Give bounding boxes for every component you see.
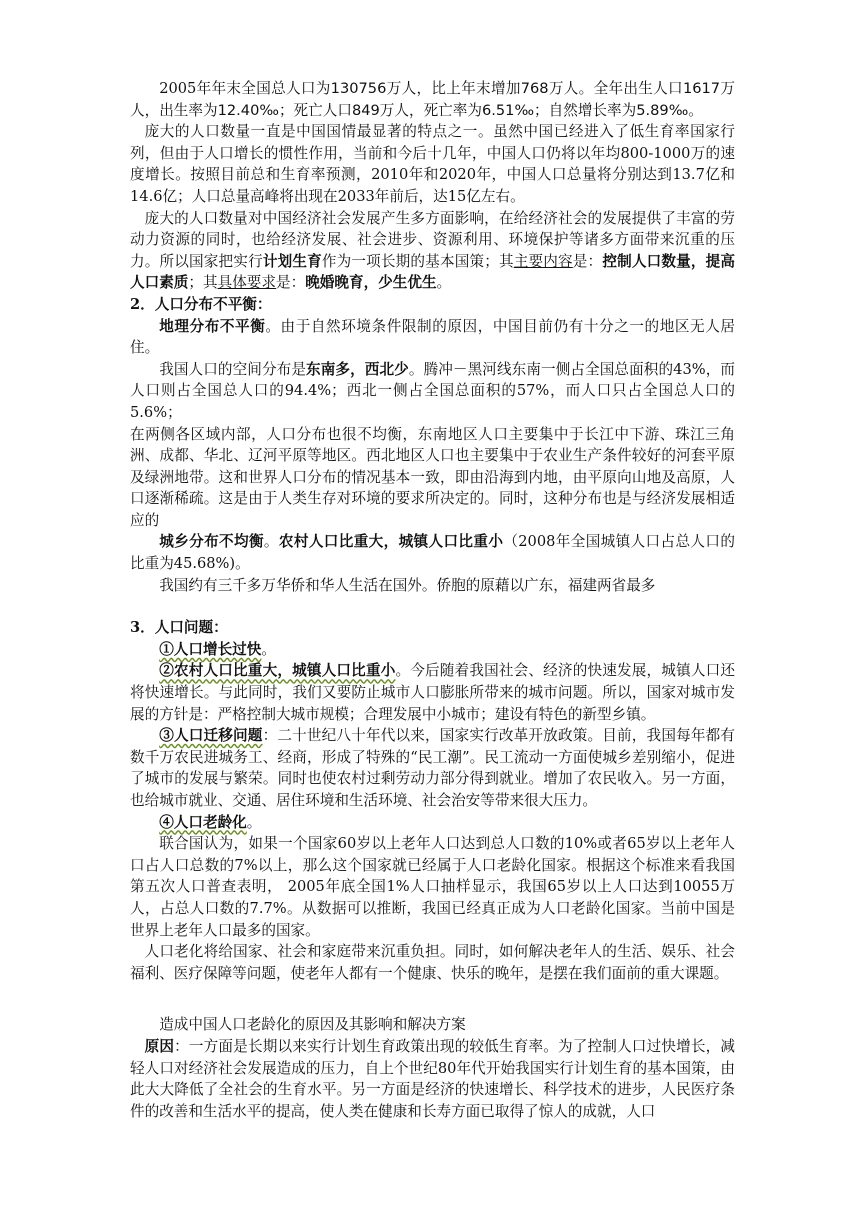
bold-text: ④人口老龄化: [159, 813, 247, 831]
paragraph-regional-distribution: 在两侧各区域内部，人口分布也很不均衡，东南地区人口主要集中于长江中下游、珠江三角洲、成都、华北、辽河平原等地区。西北地区人口也主要集中于农业生产条件较好的河套平原及绿洲地带。这和世界人口分布的情况基本一致，即由沿海到内地，由平原向山地及高原，人口逐渐稀疏。这是由于人类生存对环境的要求所决定的。同时，这种分布也是与经济发展相适应的: [130, 425, 735, 529]
text: 万人。全年出生人口: [548, 80, 683, 97]
text: 2005年年末全国总人口为: [159, 80, 331, 97]
paragraph-population-2005: [130, 78, 735, 121]
text: 。由于自然环境条件限制的原因，中国目前仍有十分之一的地区无人居住。: [130, 317, 735, 357]
paragraph-aging-burden: 人口老化将给国家、社会和家庭带来沉重负担。同时，如何解决老年人的生活、娱乐、社会福利、医疗保障等问题，使老年人都有一个健康、快乐的晚年，是摆在我们面前的重大课题。: [130, 943, 735, 982]
underlined-text: 主要内容: [513, 252, 573, 270]
paragraph-geo-distribution: [130, 316, 735, 359]
number: 768: [520, 80, 549, 97]
bold-text: 原因: [144, 1037, 175, 1055]
text: 。: [246, 813, 262, 831]
paragraph-causes: [130, 1036, 735, 1122]
number: 12.40‰: [217, 101, 279, 119]
text: 万人，出生率为: [130, 80, 735, 119]
bold-text: ①人口增长过快: [159, 640, 262, 658]
paragraph-un-definition: 联合国认为，如果一个国家60岁以上老年人口达到总人口数的10%或者65岁以上老年人口占人口总数的7%以上，那么这个国家就已经属于人口老龄化国家。根据这个标准来看我国第五次人口普查表明， 2005年底全国1%人口抽样显示，我国65岁以上人口达到10055万人，占总人口数的7.7%。从数据可以推断，我国已经真正成为人口老龄化国家。当前中国是世界上老年人口最多的国家。: [130, 835, 735, 939]
subtitle-aging-causes: 造成中国人口老龄化的原因及其影响和解决方案: [159, 1016, 466, 1034]
text: ；自然增长率为: [534, 101, 637, 119]
paragraph-overseas-chinese: 我国约有三千多万华侨和华人生活在国外。侨胞的原藉以广东，福建两省最多: [159, 576, 656, 594]
text: ：二十世纪八十年代以来，国家实行改革开放政策。目前，我国每年都有数千万农民进城务工、经商，形成了特殊的“民工潮”。民工流动一方面使城乡差别缩小，促进了城市的发展与繁荣。同时也使农村过剩劳动力部分得到就业。增加了农民收入。另一方面，也给城市就业、交通、居住环境和生活环境、社会治安等带来很大压力。: [130, 727, 735, 809]
bold-text: 地理分布不平衡: [159, 317, 266, 335]
bold-text: 城乡分布不均衡: [159, 533, 264, 551]
paragraph-family-planning: [130, 208, 735, 294]
bold-text: ③人口迁移问题: [159, 727, 263, 745]
problem-item-aging: [130, 812, 735, 834]
text: 我国人口的空间分布是: [159, 360, 307, 378]
bold-text: 晚婚晚育，少生优生: [305, 274, 437, 292]
section-heading-distribution: 2．人口分布不平衡：: [130, 295, 272, 313]
number: 6.51‰: [481, 101, 535, 119]
problem-item-growth: [130, 639, 735, 661]
problem-item-migration: [130, 725, 735, 811]
text: ；其: [188, 274, 218, 292]
text: ：一方面是长期以来实行计划生育政策出现的较低生育率。为了控制人口过快增长，减轻人口对经济社会发展造成的压力，自上个世纪80年代开始我国实行计划生育的基本国策，由此大大降低了全社会的生育水平。另一方面是经济的快速增长、科学技术的进步，人民医疗条件的改善和生活水平的提高，使人类在健康和长寿方面已取得了惊人的成就，人口: [130, 1037, 735, 1120]
bold-text: 控制人口数量，提高人口素质: [130, 252, 735, 292]
spacer: [130, 596, 735, 617]
problem-item-urbanization: [130, 660, 735, 725]
number: 130756: [330, 80, 387, 97]
text: 万人，死亡率为: [379, 101, 482, 119]
number: 1617: [682, 80, 721, 97]
text: 是：: [275, 274, 306, 292]
text: （2008年全国城镇人口占总人口的比重为45.68%)。: [130, 533, 735, 573]
paragraph-spatial-distribution: [130, 359, 735, 424]
text: 。: [436, 274, 452, 292]
text: 庞大的人口数量对中国经济社会发展产生多方面影响，在给经济社会的发展提供了丰富的劳动力资源的同时，也给经济发展、社会进步、资源利用、环境保护等诸多方面带来沉重的压力。所以国家把实行: [130, 209, 735, 270]
bold-text: 计划生育: [262, 252, 322, 270]
bold-text: 农村人口比重大，城镇人口比重小: [278, 533, 504, 551]
document-page: [130, 78, 735, 1122]
number: 5.89‰: [636, 101, 689, 119]
bold-text: ②农村人口比重大，城镇人口比重小: [159, 662, 396, 680]
section-heading-problems: 3．人口问题：: [130, 619, 228, 637]
text: 作为一项长期的基本国策；其: [321, 252, 514, 270]
text: 。: [688, 101, 703, 119]
paragraph-urban-rural: [130, 531, 735, 574]
text: 。: [261, 640, 276, 658]
bold-text: 东南多，西北少: [306, 360, 409, 378]
text: 是：: [572, 252, 603, 270]
spacer: [130, 984, 735, 1014]
text: 。今后随着我国社会、经济的快速发展，城镇人口还将快速增长。与此同时，我们又要防止城市人口膨胀所带来的城市问题。所以，国家对城市发展的方针是：严格控制大城市规模；合理发展中小城市；建设有特色的新型乡镇。: [130, 662, 735, 723]
underlined-text: 具体要求: [217, 274, 276, 292]
text: 。: [263, 533, 279, 551]
paragraph-population-trend: 庞大的人口数量一直是中国国情最显著的特点之一。虽然中国已经进入了低生育率国家行列，但由于人口增长的惯性作用，当前和今后十几年，中国人口仍将以年均800-1000万的速度增长。按照目前总和生育率预测，2010年和2020年，中国人口总量将分别达到13.7亿和14.6亿；人口总量高峰将出现在2033年前后，达15亿左右。: [130, 123, 735, 205]
text: ；死亡人口: [278, 101, 352, 119]
number: 849: [351, 101, 380, 119]
text: 。腾冲－黑河线东南一侧占全国总面积的43%，而人口则占全国总人口的94.4%；西北一侧占全国总面积的57%，而人口只占全国总人口的5.6%；: [130, 360, 735, 421]
text: 万人，比上年末增加: [386, 80, 521, 97]
